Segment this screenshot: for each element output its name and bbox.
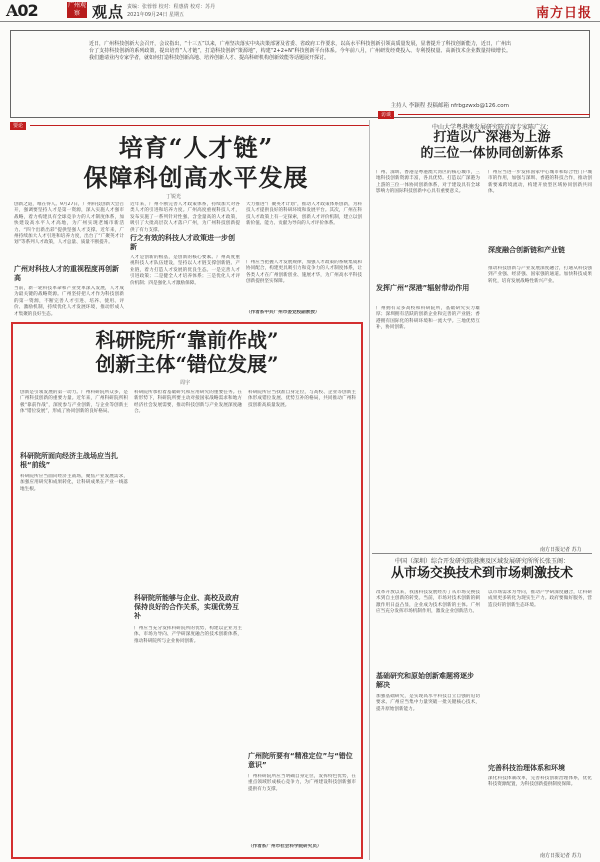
- boxed-article-col2b: 广州应当充分发挥科研院所的优势，构建以企业为主体、市场为导向、产学研深度融合的技术创新体系，推动科研院所与企业协同创新。: [134, 626, 242, 644]
- tag-left: 要论: [10, 122, 26, 130]
- article-right-top-subhead2: 深度融合创新链和产业链: [488, 246, 565, 254]
- article-right-bottom-col1b: 加强基础研究，是实现高水平科技自立自强的迫切要求。广州应当集中力量突破一批关键核心技术，提升原始创新能力。: [376, 694, 480, 712]
- section-name: 观点: [92, 3, 125, 21]
- article-left-col3: 大力推进“广聚英才计划”，推动人才政策体系创新，为科技人才提供良好的科研环境和发展平台。其次，广州在科技人才政策上有一定探索，创新人才评价机制，建立以创新价值、能力、贡献为导向的人才评价体系。: [246, 202, 362, 227]
- boxed-article-col3: 科研院所应当找准自身定位，与高校、企业等创新主体形成错位发展、优势互补的格局，共同推动广州科技创新高质量发展。: [248, 390, 356, 408]
- article-right-bottom-col1: 改革开放以来，我国科技发展经历了从市场交换技术到自主创新的转变。当前，市场对技术创新的刺激作用日益凸显，企业成为技术创新的主体。广州应当充分发挥市场机制作用，激发企业创新活力。: [376, 590, 480, 615]
- article-right-top-byline: 南方日报记者 苏力: [540, 547, 582, 553]
- section-badge: 广州观察: [67, 2, 86, 17]
- article-right-top-col2: 广州应当进一步发挥国家中心城市和综合性门户城市的作用，加强与深圳、香港的科技合作，推动创新要素跨境流动，构建开放型区域协同创新共同体。: [488, 170, 592, 195]
- article-left-author-note: （作者系中共广州市委党校副教授）: [246, 310, 320, 315]
- boxed-article-subhead1: 科研院所面向经济主战场应当扎根“前线”: [20, 452, 118, 469]
- article-right-top-kicker: 中山大学粤港澳发展研究院首席专家陈广汉：: [431, 124, 552, 131]
- article-left-col1b: 当前，新一轮科技革命和产业变革深入发展，人才成为最关键的战略资源。广州坚持把人才作为科技创新的第一资源，不断完善人才引进、培养、使用、评价、激励机制，持续优化人才发展环境，推动形成人才集聚的良好生态。: [14, 286, 124, 317]
- article-right-bottom-col2b: 深化科技体制改革，完善科技创新治理体系，优化科技资源配置，为科技创新提供制度保障。: [488, 776, 592, 788]
- tag-right-rule: [398, 114, 590, 115]
- article-right-top-col2b: 推动科技创新与产业发展深度融合，打通从科技强到产业强、经济强、国家强的通道。加快科技成果转化，培育发展战略性新兴产业。: [488, 266, 592, 284]
- article-left-subhead2: 行之有效的科技人才政策进一步创新: [130, 234, 235, 251]
- article-left-col3b: 广州应当把握人才发展规律，加强人才政策的系统集成和协同配合，构建更具吸引力和竞争力的人才制度体系，让各类人才在广州创新创业、施展才华，为广州高水平科技创新提供坚实保障。: [246, 260, 362, 285]
- boxed-article-author-note: （作者系广州市社会科学院研究员）: [248, 844, 322, 849]
- article-right-top-col1: 广州、深圳、香港是粤港澳大湾区的核心城市，三地科技创新资源丰富，各具优势。打造以广深港为上游的三位一体协同创新体系，对于建设具有全球影响力的国际科技创新中心具有重要意义。: [376, 170, 480, 195]
- tag-right: 访谈: [378, 111, 394, 119]
- article-right-top-col1b: 广州拥有众多高校和科研院所，基础研究实力雄厚；深圳拥有活跃的创新企业和完善的产业链；香港拥有国际化的科研环境和一流大学。三地优势互补，协同创新。: [376, 306, 480, 331]
- article-right-top-subhead1: 发挥广州“深港”辐射带动作用: [376, 284, 470, 292]
- boxed-article-headline: 科研院所“靠前作战” 创新主体“错位发展”: [95, 328, 279, 376]
- article-left-col1: 创新之道，唯在得人。9月27日，广州科技创新大会召开，强调要坚持人才是第一资源，深入实施人才强市战略，着力构建具有全球竞争力的人才制度体系，加快建设高水平人才高地，为广州实现老城市新活力、“四个出新出彩”提供坚强人才支撑。近年来，广州持续加大人才引进和培养力度，出台了“广聚英才计划”等系列人才政策，人才总量、质量不断提升。: [14, 202, 124, 246]
- article-right-bottom-headline: 从市场交换技术到市场刺激技术: [390, 566, 573, 581]
- article-right-bottom-subhead1: 基础研究和原始创新难题将逐步解决: [376, 672, 474, 689]
- article-right-top-headline: 打造以广深港为上游 的三位一体协同创新体系: [420, 130, 564, 161]
- article-left-col2b: 人才是创新的根基，是创新的核心要素。广州高度重视科技人才队伍建设，坚持以人才链支撑创新链、产业链，着力打造人才发展的优良生态。一是完善人才引进政策；二是健全人才培养体系；三是优化人才评价机制；四是强化人才激励保障。: [130, 255, 240, 286]
- article-left-headline: 培育“人才链” 保障科创高水平发展: [83, 133, 309, 192]
- article-right-bottom-kicker: 中国（深圳）综合开发研究院港澳及区域发展研究所所长张玉阁：: [394, 558, 569, 565]
- article-right-bottom-subhead2: 完善科技治理体系和环境: [488, 764, 565, 772]
- masthead-logo: 南方日报: [535, 6, 592, 21]
- boxed-article-subhead3: 广州院所要有“精准定位”与“错位意识”: [248, 752, 353, 769]
- boxed-article-col3b: 广州科研院所应当明确自身定位，发挥特色优势，在重点领域形成核心竞争力，为广州建设科技创新强市提供有力支撑。: [248, 774, 356, 792]
- page-header: [0, 0, 600, 22]
- article-right-bottom-col2: 以市场需求为导向，推动产学研深度融合，让科研成果更多转化为现实生产力。政府要做好服务，营造良好的创新生态环境。: [488, 590, 592, 608]
- article-left-col2: 近年来，广州不断完善人才政策体系，持续加大对各类人才的引进和培养力度。广州高度重视科技人才，发布实施了一系列针对性强、含金量高的人才政策，吸引了大批高层次人才落户广州，为广州科技创新提供了有力支撑。: [130, 202, 240, 232]
- column-divider: [369, 120, 370, 860]
- intro-byline: 主持人 李颖程 投稿邮箱 nfrbgzwxb@126.com: [390, 103, 509, 109]
- page-number: A02: [6, 1, 38, 20]
- tag-left-rule: [30, 125, 370, 126]
- boxed-article-subhead2: 科研院所能够与企业、高校及政府保持良好的合作关系，实现优势互补: [134, 594, 239, 620]
- editorial-intro: [10, 30, 590, 118]
- boxed-article-author: 周宇: [180, 380, 191, 386]
- boxed-article-col1b: 科研院所应当面向经济主战场，聚焦产业发展需求，加强应用研究和成果转化，让科研成果在产业一线落地生根。: [20, 474, 128, 492]
- article-left-author: 丁锐光: [166, 194, 182, 200]
- article-right-bottom-byline: 南方日报记者 苏力: [540, 853, 582, 859]
- right-separator: [372, 553, 592, 554]
- intro-text: 近日，广州科技创新大会召开，会议指出，“十三五”以来，广州坚决落实中央决策部署及省委、省政府工作要求，以高水平科技创新引领高质量发展，显著提升了科技创新能力，近日，广州出台了支持科技创新的系列政策，提出培育“人才链”，打造科技创新“策源地”，构建“2+2+N”科技创新平台体系。今年前八月，广州研发经费投入、专利授权量、高新技术企业数量持续增长。我们邀请业内专家学者，就如何打造科技创新高地、培养创新人才、提高科研机构创新效能等话题展开探讨。: [89, 41, 511, 61]
- editor-credits: 责编：张蓉蓉 校对：程惠倩 校对：苏丹: [127, 4, 216, 10]
- boxed-article-col2: 科研院所承担着基础研究和应用研究的重要任务。在新形势下，科研院所要主动对接国家战略需求和地方经济社会发展需要，推动科技创新与产业发展深度融合。: [134, 390, 242, 415]
- boxed-article-col1: 创新是引领发展的第一动力。广州科研院所众多，是广州科技创新的重要力量。近年来，广州科研院所积极“靠前作战”，深度参与产业创新，与企业等创新主体“错位发展”，形成了协同创新的良好格局。: [20, 390, 128, 415]
- issue-date: 2021年09月24日 星期五: [127, 12, 185, 18]
- article-left-subhead1: 广州对科技人才的重视程度再创新高: [14, 265, 119, 282]
